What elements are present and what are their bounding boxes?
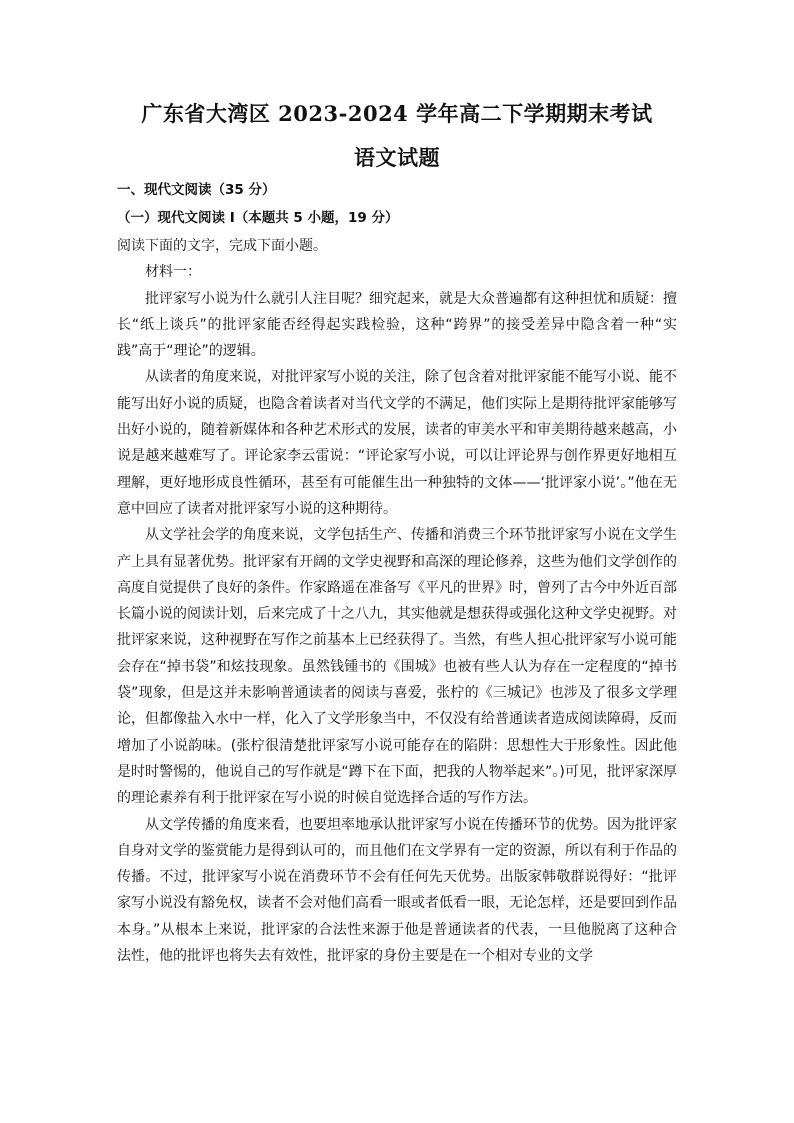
subsection-heading: （一）现代文阅读 I（本题共 5 小题，19 分） [117, 210, 399, 226]
paragraph: 从文学传播的角度来看，也要坦率地承认批评家写小说在传播环节的优势。因为批评家自身对文学的鉴赏能力是得到认可的，而且他们在文学界有一定的资源，所以有利于作品的传播。不过，批评家写小说在消费环节不会有任何先天优势。出版家韩敬群说得好：“批评家写小说没有豁免权，读者不会对他们高看一眼或者低看一眼，无论怎样，还是要回到作品本身。”从根本上来说，批评家的合法性来源于他是普通读者的代表，一旦他脱离了这种合法性，他的批评也将失去有效性，批评家的身份主要是在一个相对专业的文学 [117, 816, 677, 965]
reading-passage [117, 233, 677, 969]
paragraph: 从文学社会学的角度来说，文学包括生产、传播和消费三个环节批评家写小说在文学生产上具有显著优势。批评家有开阔的文学史视野和高深的理论修养，这些为他们文学创作的高度自觉提供了良好的条件。作家路遥在准备写《平凡的世界》时，曾列了古今中外近百部长篇小说的阅读计划，后来完成了十之八九，其实他就是想获得或强化这种文学史视野。对批评家来说，这种视野在写作之前基本上已经获得了。当然，有些人担心批评家写小说可能会存在“掉书袋”和炫技现象。虽然钱锺书的《围城》也被有些人认为存在一定程度的“掉书袋”现象，但是这并未影响普通读者的阅读与喜爱，张柠的《三城记》也涉及了很多文学理论，但都像盐入水中一样，化入了文学形象当中，不仅没有给普通读者造成阅读障碍，反而增加了小说韵味。(张柠很清楚批评家写小说可能存在的陷阱：思想性大于形象性。因此他是时时警惕的，他说自己的写作就是“蹲下在下面，把我的人物举起来”。)可见，批评家深厚的理论素养有利于批评家在写小说的时候自觉选择合适的写作方法。 [117, 527, 677, 807]
paragraph: 批评家写小说为什么就引人注目呢？细究起来，就是大众普遍都有这种担忧和质疑：擅长“纸上谈兵”的批评家能否经得起实践检验，这种“跨界”的接受差异中隐含着一种“实践”高于“理论”的逻辑。 [117, 290, 677, 360]
paragraph: 从读者的角度来说，对批评家写小说的关注，除了包含着对批评家能不能写小说、能不能写出好小说的质疑，也隐含着读者对当代文学的不满足，他们实际上是期待批评家能够写出好小说的，随着新媒体和各种艺术形式的发展，读者的审美水平和审美期待越来越高，小说是越来越难写了。评论家李云雷说：“评论家写小说，可以让评论界与创作界更好地相互理解，更好地形成良性循环，甚至有可能催生出一种独特的文体——‘批评家小说’。”他在无意中回应了读者对批评家写小说的这种期待。 [117, 369, 677, 517]
instruction-text: 阅读下面的文字，完成下面小题。 [117, 238, 327, 254]
material-label: 材料一： [145, 264, 201, 281]
document-subtitle: 语文试题 [354, 145, 440, 170]
document-title: 广东省大湾区 2023-2024 学年高二下学期期末考试 [141, 101, 653, 126]
section-heading: 一、现代文阅读（35 分） [117, 182, 276, 198]
